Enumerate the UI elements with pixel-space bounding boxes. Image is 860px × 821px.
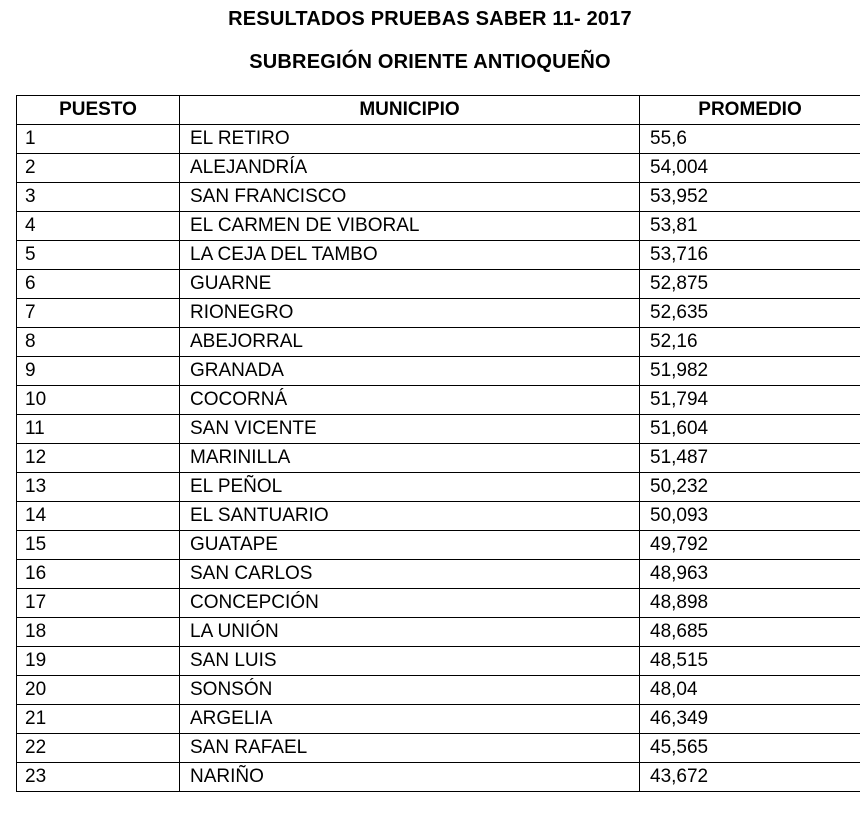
cell-puesto: 8 <box>17 328 180 357</box>
cell-puesto: 15 <box>17 531 180 560</box>
table-row <box>17 154 860 183</box>
cell-puesto: 1 <box>17 125 180 154</box>
table-row <box>17 734 860 763</box>
table-row <box>17 357 860 386</box>
table-row <box>17 241 860 270</box>
document-title: RESULTADOS PRUEBAS SABER 11- 2017 <box>228 8 632 30</box>
table-row <box>17 502 860 531</box>
cell-municipio: SAN RAFAEL <box>180 734 640 763</box>
cell-municipio: RIONEGRO <box>180 299 640 328</box>
header-puesto: PUESTO <box>17 96 180 125</box>
cell-municipio: EL RETIRO <box>180 125 640 154</box>
cell-puesto: 19 <box>17 647 180 676</box>
cell-municipio: ABEJORRAL <box>180 328 640 357</box>
cell-municipio: GRANADA <box>180 357 640 386</box>
cell-municipio: SAN VICENTE <box>180 415 640 444</box>
cell-municipio: ARGELIA <box>180 705 640 734</box>
cell-municipio: ALEJANDRÍA <box>180 154 640 183</box>
cell-puesto: 3 <box>17 183 180 212</box>
cell-municipio: GUATAPE <box>180 531 640 560</box>
cell-promedio: 51,604 <box>640 415 860 444</box>
cell-puesto: 20 <box>17 676 180 705</box>
cell-promedio: 51,982 <box>640 357 860 386</box>
table-row <box>17 125 860 154</box>
cell-municipio: MARINILLA <box>180 444 640 473</box>
table-header <box>17 96 860 125</box>
table-row <box>17 212 860 241</box>
cell-municipio: EL SANTUARIO <box>180 502 640 531</box>
document-subtitle: SUBREGIÓN ORIENTE ANTIOQUEÑO <box>249 51 611 73</box>
cell-municipio: SAN LUIS <box>180 647 640 676</box>
table-row <box>17 763 860 792</box>
cell-puesto: 6 <box>17 270 180 299</box>
cell-promedio: 54,004 <box>640 154 860 183</box>
cell-promedio: 55,6 <box>640 125 860 154</box>
cell-puesto: 22 <box>17 734 180 763</box>
cell-puesto: 23 <box>17 763 180 792</box>
cell-promedio: 48,685 <box>640 618 860 647</box>
cell-promedio: 53,81 <box>640 212 860 241</box>
table-body <box>17 125 860 792</box>
table-row <box>17 618 860 647</box>
cell-municipio: GUARNE <box>180 270 640 299</box>
table-row <box>17 328 860 357</box>
header-municipio: MUNICIPIO <box>180 96 640 125</box>
cell-puesto: 14 <box>17 502 180 531</box>
header-row <box>17 96 860 125</box>
table-row <box>17 705 860 734</box>
cell-puesto: 17 <box>17 589 180 618</box>
cell-puesto: 13 <box>17 473 180 502</box>
cell-puesto: 10 <box>17 386 180 415</box>
cell-promedio: 50,093 <box>640 502 860 531</box>
table-row <box>17 444 860 473</box>
cell-puesto: 11 <box>17 415 180 444</box>
cell-municipio: LA UNIÓN <box>180 618 640 647</box>
cell-puesto: 5 <box>17 241 180 270</box>
table-row <box>17 589 860 618</box>
cell-municipio: EL PEÑOL <box>180 473 640 502</box>
cell-promedio: 45,565 <box>640 734 860 763</box>
cell-municipio: SAN FRANCISCO <box>180 183 640 212</box>
cell-promedio: 48,963 <box>640 560 860 589</box>
table-row <box>17 415 860 444</box>
table-row <box>17 531 860 560</box>
table-row <box>17 473 860 502</box>
cell-promedio: 51,487 <box>640 444 860 473</box>
cell-municipio: EL CARMEN DE VIBORAL <box>180 212 640 241</box>
cell-promedio: 53,716 <box>640 241 860 270</box>
cell-promedio: 51,794 <box>640 386 860 415</box>
cell-promedio: 46,349 <box>640 705 860 734</box>
cell-promedio: 53,952 <box>640 183 860 212</box>
cell-municipio: CONCEPCIÓN <box>180 589 640 618</box>
cell-municipio: COCORNÁ <box>180 386 640 415</box>
cell-promedio: 52,16 <box>640 328 860 357</box>
cell-puesto: 7 <box>17 299 180 328</box>
cell-puesto: 16 <box>17 560 180 589</box>
cell-promedio: 49,792 <box>640 531 860 560</box>
cell-puesto: 21 <box>17 705 180 734</box>
cell-puesto: 9 <box>17 357 180 386</box>
table-row <box>17 270 860 299</box>
cell-promedio: 50,232 <box>640 473 860 502</box>
table-row <box>17 676 860 705</box>
table-row <box>17 647 860 676</box>
header-promedio: PROMEDIO <box>640 96 860 125</box>
table-row <box>17 299 860 328</box>
cell-municipio: LA CEJA DEL TAMBO <box>180 241 640 270</box>
cell-promedio: 48,898 <box>640 589 860 618</box>
cell-promedio: 52,635 <box>640 299 860 328</box>
cell-promedio: 48,04 <box>640 676 860 705</box>
cell-municipio: SAN CARLOS <box>180 560 640 589</box>
cell-municipio: SONSÓN <box>180 676 640 705</box>
cell-puesto: 18 <box>17 618 180 647</box>
results-table <box>16 95 860 792</box>
table-row <box>17 386 860 415</box>
cell-promedio: 48,515 <box>640 647 860 676</box>
cell-puesto: 4 <box>17 212 180 241</box>
cell-puesto: 12 <box>17 444 180 473</box>
cell-promedio: 43,672 <box>640 763 860 792</box>
cell-puesto: 2 <box>17 154 180 183</box>
table-row <box>17 560 860 589</box>
cell-promedio: 52,875 <box>640 270 860 299</box>
cell-municipio: NARIÑO <box>180 763 640 792</box>
table-row <box>17 183 860 212</box>
